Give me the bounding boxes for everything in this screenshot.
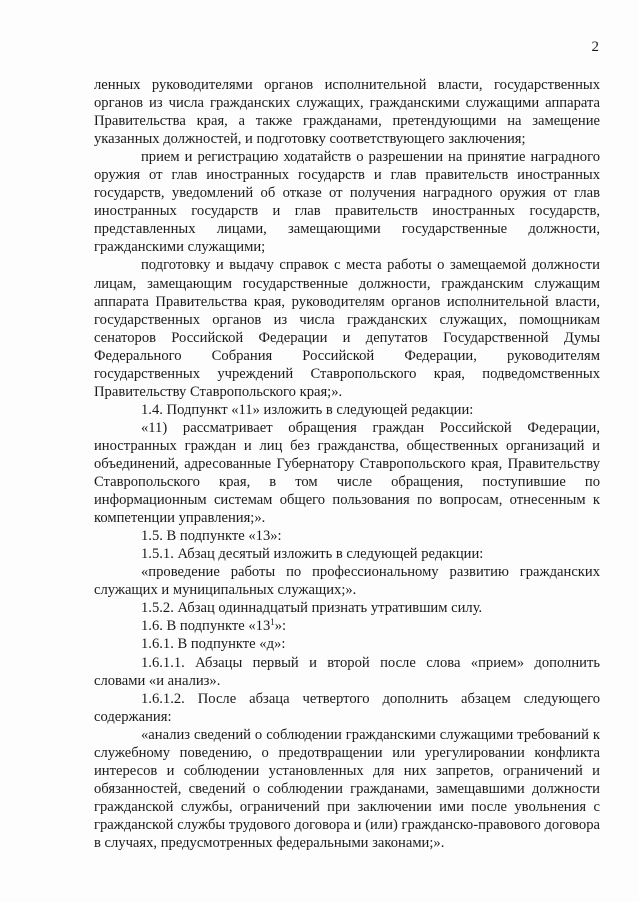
paragraph-clause-1-6-1-1: 1.6.1.1. Абзацы первый и второй после слова «прием» дополнить словами «и анализ». <box>94 654 600 689</box>
paragraph-clause-1-5-2: 1.5.2. Абзац одиннадцатый признать утратившим силу. <box>141 600 483 617</box>
clause-1-6-closing: »: <box>274 618 287 635</box>
paragraph-clause-1-5-1: 1.5.1. Абзац десятый изложить в следующей редакции: <box>141 546 484 563</box>
paragraph-clause-1-5: 1.5. В подпункте «13»: <box>141 528 282 545</box>
paragraph-certificates: подготовку и выдачу справок с места работы о замещаемой должности лицам, замещающим государственные должности, гражданским служащим аппарата Правительства края, руководителям органов исполнительной власти, государственных органов из числа гражданских служащих, помощникам сенаторов Российской Федерации и депутатов Государственной Думы Федерального Собрания Российской Федерации, руководителям государственных учреждений Ставропольского края, подведомственных Правительству Ставропольского края;». <box>94 257 600 400</box>
paragraph-clause-1-6-1: 1.6.1. В подпункте «д»: <box>141 636 286 653</box>
document-body <box>94 76 600 852</box>
paragraph-clause-1-4: 1.4. Подпункт «11» изложить в следующей редакции: <box>141 401 474 418</box>
paragraph-clause-1-6-1-2: 1.6.1.2. После абзаца четвертого дополнить абзацем следующего содержания: <box>94 690 600 725</box>
paragraph-award-weapons: прием и регистрацию ходатайств о разрешении на принятие наградного оружия от глав иностранных государств и глав правительств иностранных государств, уведомлений об отказе от получения наградного оружия от глав иностранных государств и глав правительств иностранных государств, представленных лицами, замещающими государственные должности, гражданскими служащими; <box>94 149 600 256</box>
paragraph-continuation: ленных руководителями органов исполнительной власти, государственных органов из числа гражданских служащих, гражданскими служащими аппарата Правительства края, а также гражданами, претендующими на замещение указанных должностей, и подготовку соответствующего заключения; <box>94 77 600 148</box>
clause-1-6-superscript: 1 <box>270 617 275 628</box>
paragraph-clause-1-4-text: «11) рассматривает обращения граждан Российской Федерации, иностранных граждан и лиц без гражданства, общественных организаций и объединений, адресованные Губернатору Ставропольского края, Правительству Ставропольского края, в том числе обращения, поступившие по информационным системам общего пользования по вопросам, отнесенным к компетенции управления;». <box>94 419 600 527</box>
paragraph-clause-1-6 <box>94 617 600 635</box>
paragraph-clause-1-6-1-2-text: «анализ сведений о соблюдении гражданскими служащими требований к служебному поведению, о предотвращении или урегулировании конфликта интересов и соблюдении установленных для них запретов, ограничений и обязанностей, сведений о соблюдении гражданами, замещавшими должности гражданской службы, ограничений при заключении ими после увольнения с гражданской службы трудового договора и (или) гражданско-правового договора в случаях, предусмотренных федеральными законами;». <box>94 726 600 851</box>
paragraph-clause-1-5-1-text: «проведение работы по профессиональному развитию гражданских служащих и муниципальных служащих;». <box>94 564 600 599</box>
clause-1-6-text: 1.6. В подпункте «13 <box>141 618 271 635</box>
page-number: 2 <box>591 39 599 55</box>
